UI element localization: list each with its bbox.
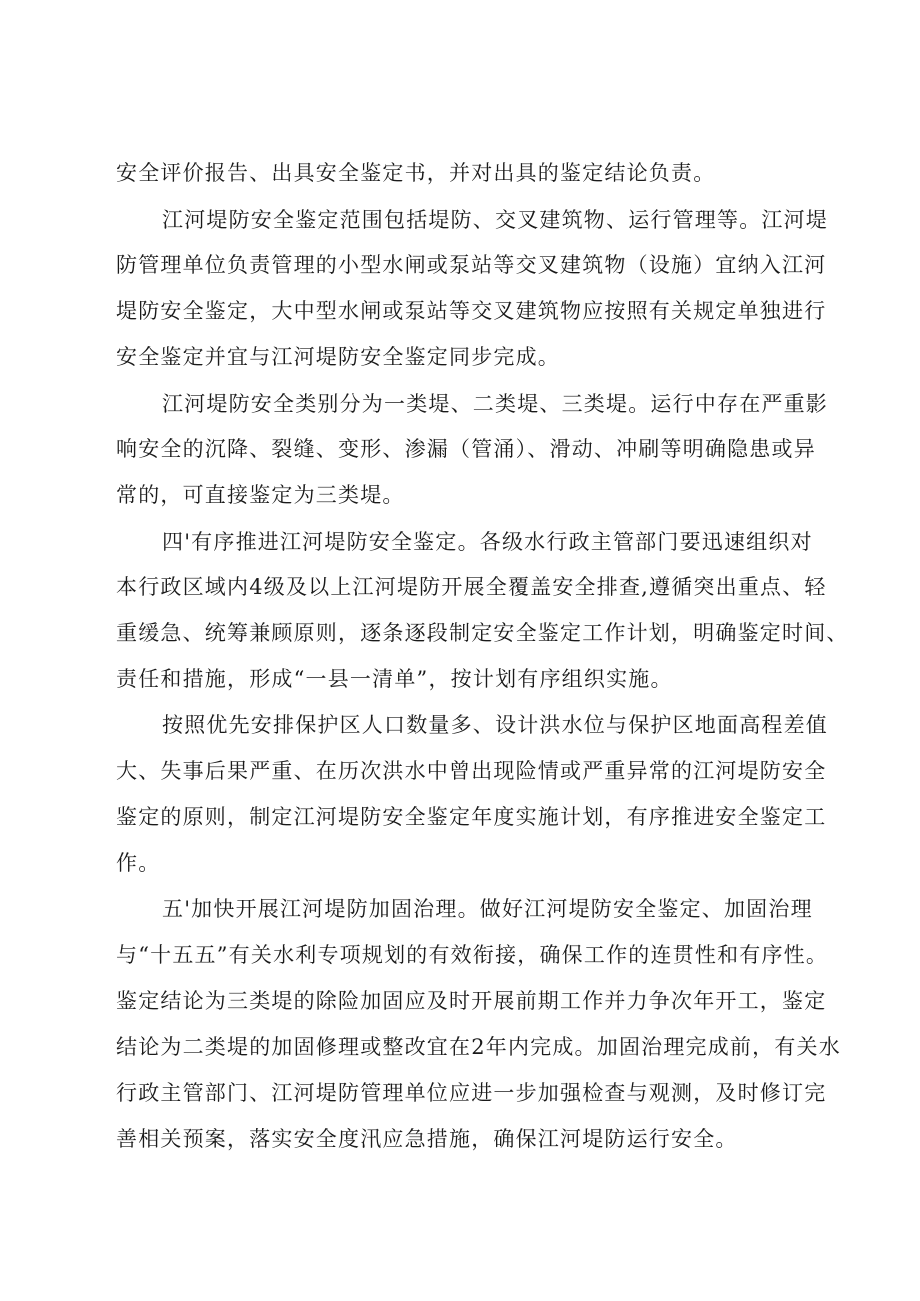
text-line: 鉴定的原则，制定江河堤防安全鉴定年度实施计划，有序推进安全鉴定工 — [116, 805, 827, 829]
text-line: 行政主管部门、江河堤防管理单位应进一步加强检查与观测，及时修订完 — [116, 1081, 827, 1105]
paragraph-first-line: 江河堤防安全类别分为一类堤、二类堤、三类堤。运行中存在严重影 — [162, 392, 828, 416]
text-line: 责任和措施，形成“一县一清单”，按计划有序组织实施。 — [116, 667, 673, 691]
paragraph-first-line: 江河堤防安全鉴定范围包括堤防、交叉建筑物、运行管理等。江河堤 — [162, 208, 828, 232]
text-line: 安全鉴定并宜与江河堤防安全鉴定同步完成。 — [116, 345, 560, 369]
section-heading-line: 四'有序推进江河堤防安全鉴定。各级水行政主管部门要迅速组织对 — [162, 530, 813, 554]
text-line: 作。 — [116, 851, 161, 875]
text-line: 重缓急、统筹兼顾原则，逐条逐段制定安全鉴定工作计划，明确鉴定时间、 — [116, 621, 849, 645]
text-line: 鉴定结论为三类堤的除险加固应及时开展前期工作并力争次年开工，鉴定 — [116, 989, 827, 1013]
text-line: 善相关预案，落实安全度汛应急措施，确保江河堤防运行安全。 — [116, 1127, 738, 1151]
section-heading-line: 五'加快开展江河堤防加固治理。做好江河堤防安全鉴定、加固治理 — [162, 897, 813, 921]
text-line: 常的，可直接鉴定为三类堤。 — [116, 483, 405, 507]
text-line: 响安全的沉降、裂缝、变形、渗漏（管涌）、滑动、冲刷等明确隐患或异 — [116, 437, 816, 461]
text-line: 安全评价报告、出具安全鉴定书，并对出具的鉴定结论负责。 — [116, 161, 716, 185]
text-line: 堤防安全鉴定，大中型水闸或泵站等交叉建筑物应按照有关规定单独进行 — [116, 299, 827, 323]
paragraph-first-line: 按照优先安排保护区人口数量多、设计洪水位与保护区地面高程差值 — [162, 713, 828, 737]
text-line: 防管理单位负责管理的小型水闸或泵站等交叉建筑物（设施）宜纳入江河 — [116, 253, 827, 277]
text-line: 结论为二类堤的加固修理或整改宜在2年内完成。加固治理完成前，有关水 — [116, 1035, 841, 1059]
text-line: 大、失事后果严重、在历次洪水中曾出现险情或严重异常的江河堤防安全 — [116, 759, 827, 783]
text-line: 本行政区域内4级及以上江河堤防开展全覆盖安全排查,遵循突出重点、轻 — [116, 575, 827, 599]
text-line: 与“十五五”有关水利专项规划的有效衔接，确保工作的连贯性和有序性。 — [116, 943, 829, 967]
